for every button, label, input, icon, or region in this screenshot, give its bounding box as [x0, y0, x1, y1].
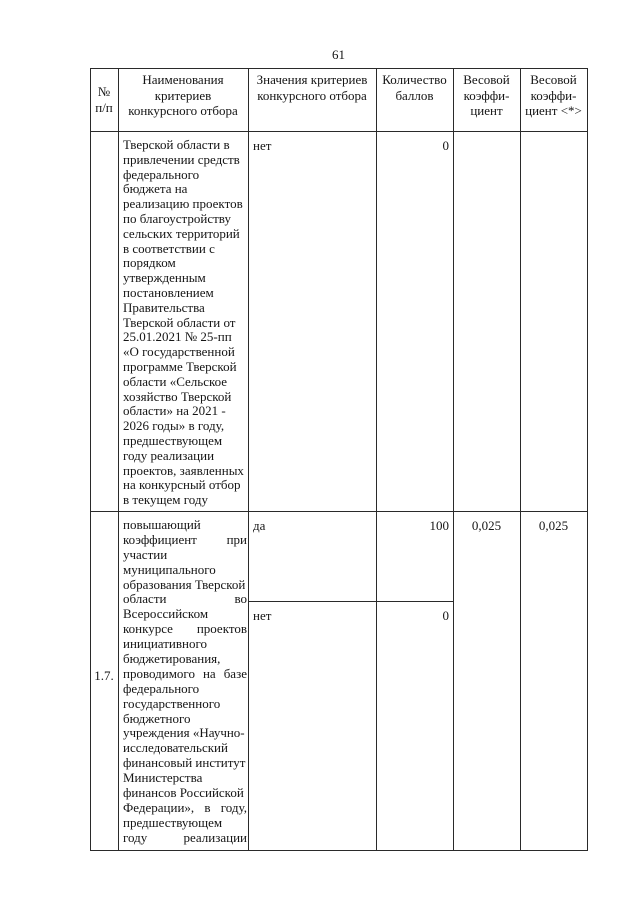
header-criterion-value-cell: [248, 72, 376, 103]
criterion-line: исследовательский: [123, 740, 228, 756]
criterion-line: на конкурсный отбор: [123, 477, 241, 493]
criterion-line: Правительства: [123, 299, 205, 315]
table-rule-vertical: [520, 68, 521, 851]
header-line: Значения критериев: [256, 72, 368, 87]
criterion-name-cell: [123, 518, 247, 846]
criterion-line: проводимого на базе: [123, 665, 247, 681]
criterion-line: бюджетирования,: [123, 651, 221, 667]
points-cell: 0: [442, 138, 449, 153]
criterion-value-cell: нет: [253, 608, 272, 623]
criterion-line: сельских территорий: [123, 225, 240, 241]
header-weight-star-cell: [520, 72, 587, 119]
criterion-line: бюджета на: [123, 181, 188, 197]
criterion-line: области «Сельское: [123, 373, 228, 389]
header-line: п/п: [95, 99, 113, 115]
table-rule-vertical: [453, 68, 454, 851]
table-rule-horizontal: [248, 601, 454, 602]
header-line: №: [97, 84, 111, 99]
header-points-cell: [376, 72, 453, 103]
table-rule-vertical: [118, 68, 119, 851]
criterion-line: порядком: [123, 255, 176, 271]
weight-cell: 0,025: [471, 518, 502, 533]
criterion-line: образования Тверской: [123, 576, 246, 592]
criterion-line: «О государственной: [123, 344, 235, 360]
header-line: баллов: [395, 87, 434, 103]
criterion-line: Федерации», в году,: [123, 799, 247, 815]
criterion-line: в текущем году: [123, 492, 208, 508]
criterion-line: предшествующем: [123, 814, 223, 830]
header-line: Весовой: [463, 72, 510, 87]
criterion-line: Тверской области в: [123, 137, 230, 152]
header-weight-cell: [453, 72, 520, 119]
header-line: Весовой: [530, 72, 577, 87]
criterion-line: учреждения «Научно-: [123, 725, 245, 741]
criterion-line: постановлением: [123, 284, 214, 300]
criterion-line: Министерства: [123, 770, 203, 786]
criterion-line: финансов Российской: [123, 785, 244, 801]
header-line: циент <*>: [525, 103, 582, 118]
table-rule-vertical: [376, 68, 377, 851]
criterion-line: бюджетного: [123, 710, 191, 726]
header-line: Наименования: [142, 72, 224, 87]
criterion-line: области во: [123, 591, 247, 607]
criterion-line: в соответствии с: [123, 240, 215, 256]
points-cell: 100: [429, 518, 449, 533]
table-rule-vertical: [248, 68, 249, 851]
criterion-line: инициативного: [123, 636, 207, 652]
header-line: циент: [470, 103, 503, 118]
criterion-line: хозяйство Тверской: [123, 388, 232, 404]
table-rule-horizontal: [90, 511, 588, 512]
page-number: 61: [332, 47, 345, 62]
header-line: коэффи-: [463, 87, 510, 103]
header-number-cell: [90, 84, 118, 115]
header-line: критериев: [154, 87, 212, 103]
table-rule-vertical: [587, 68, 588, 851]
criterion-line: привлечении средств: [123, 151, 240, 167]
criterion-value-cell: нет: [253, 138, 272, 153]
header-line: конкурсного отбора: [257, 87, 367, 103]
criterion-line: государственного: [123, 695, 221, 711]
criterion-line: году реализации: [123, 829, 247, 845]
criterion-line: году реализации: [123, 447, 215, 463]
header-line: конкурсного отбора: [128, 103, 238, 118]
points-cell: 0: [442, 608, 449, 623]
criterion-line: по благоустройству: [123, 210, 231, 226]
table-rule-horizontal: [90, 68, 588, 69]
criterion-line: реализацию проектов: [123, 196, 243, 212]
criterion-line: Всероссийском: [123, 606, 209, 622]
criterion-line: муниципального: [123, 561, 216, 577]
weight-star-cell: 0,025: [538, 518, 569, 533]
criterion-line: федерального: [123, 166, 200, 182]
criterion-line: повышающий: [123, 517, 201, 532]
header-line: Количество: [382, 72, 447, 87]
header-line: коэффи-: [530, 87, 577, 103]
table-rule-horizontal: [90, 850, 588, 851]
criterion-line: утвержденным: [123, 270, 206, 286]
criterion-line: федерального: [123, 680, 200, 696]
criterion-line: участии: [123, 546, 168, 562]
criterion-line: 25.01.2021 № 25-пп: [123, 329, 232, 345]
criterion-line: проектов, заявленных: [123, 462, 244, 478]
criterion-line: 2026 годы» в году,: [123, 418, 225, 434]
criterion-value-cell: да: [253, 518, 266, 533]
row-number-cell: 1.7.: [94, 668, 114, 683]
criterion-line: Тверской области от: [123, 314, 236, 330]
criterion-name-cell: [123, 138, 247, 508]
table-rule-horizontal: [90, 131, 588, 132]
table-rule-vertical: [90, 68, 91, 851]
criterion-line: области» на 2021 -: [123, 403, 226, 419]
criterion-line: финансовый институт: [123, 755, 246, 771]
header-criterion-name-cell: [118, 72, 248, 119]
criterion-line: предшествующем: [123, 432, 223, 448]
criterion-line: коэффициент при: [123, 531, 247, 547]
criterion-line: конкурсе проектов: [123, 621, 247, 637]
criterion-line: программе Тверской: [123, 358, 237, 374]
